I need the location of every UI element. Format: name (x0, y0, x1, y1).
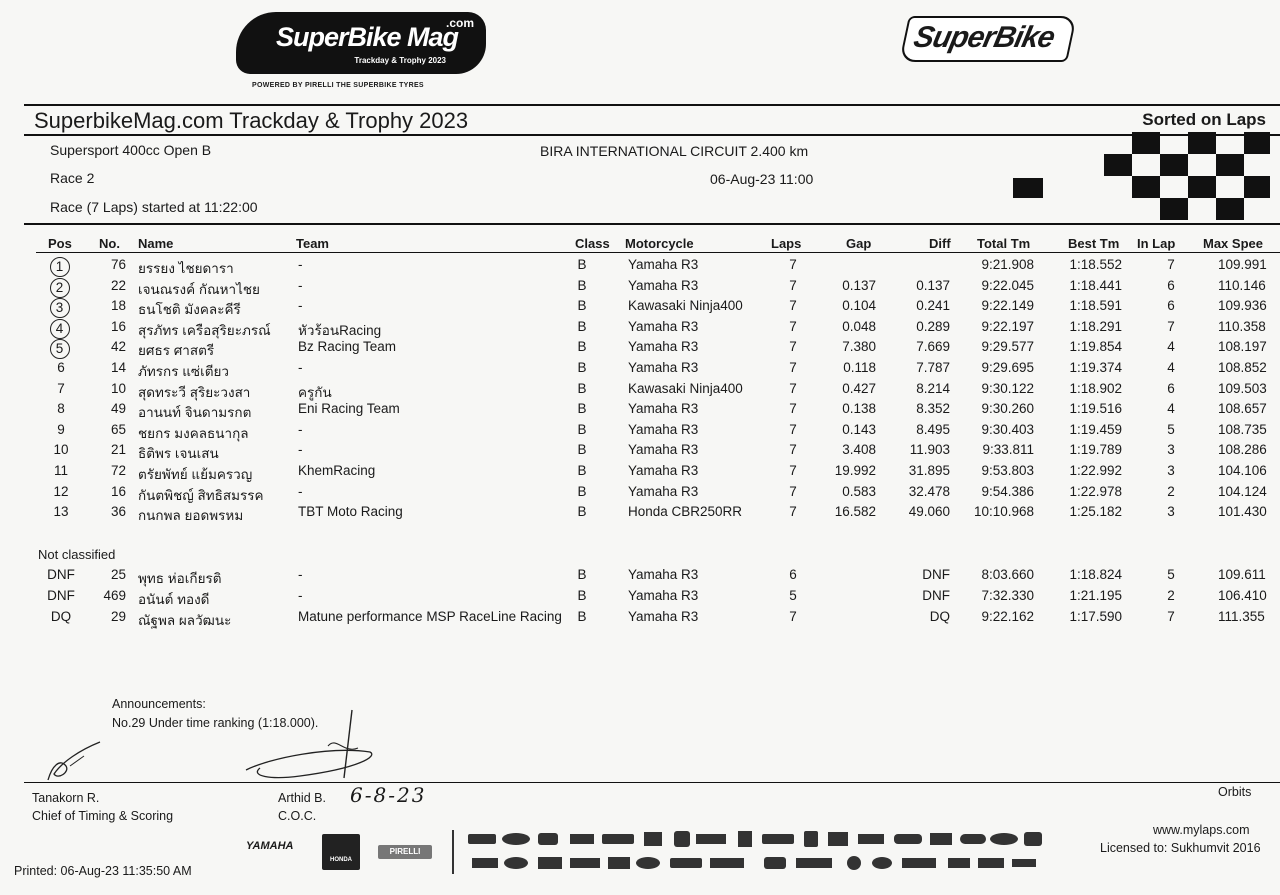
not-classified-label: Not classified (38, 547, 116, 562)
cell-diff: 0.241 (916, 298, 950, 314)
checkered-flag-icon (1104, 132, 1270, 220)
cell-speed: 106.410 (1218, 588, 1267, 603)
cell-no: 14 (110, 360, 126, 375)
cell-class: B (577, 401, 587, 417)
header-top-rule (24, 104, 1280, 106)
sponsor-logos-strip (464, 828, 1054, 874)
table-row (0, 257, 1280, 277)
col-class: Class (575, 236, 610, 251)
orbits-label: Orbits (1218, 785, 1252, 799)
cell-best: 1:18.441 (1069, 277, 1122, 293)
cell-total: 9:22.149 (981, 298, 1034, 314)
cell-inlap: 7 (1167, 257, 1175, 272)
cell-no: 10 (110, 380, 126, 396)
cell-no: 65 (110, 421, 126, 437)
official1-role: Chief of Timing & Scoring (32, 809, 174, 823)
cell-diff: DQ (929, 609, 950, 624)
cell-laps: 6 (789, 567, 797, 582)
superbikemag-logo (236, 12, 486, 74)
cell-moto: Yamaha R3 (628, 339, 699, 355)
cell-gap: 0.137 (842, 277, 876, 293)
cell-total: 9:54.386 (981, 483, 1034, 499)
cell-no: 469 (103, 588, 126, 603)
cell-total: 8:03.660 (981, 567, 1034, 582)
cell-best: 1:19.854 (1069, 339, 1122, 355)
cell-moto: Honda CBR250RR (628, 504, 743, 520)
cell-diff: 32.478 (908, 483, 950, 499)
flag-square (1160, 154, 1188, 176)
cell-class: B (577, 380, 587, 396)
cell-moto: Yamaha R3 (628, 442, 699, 458)
cell-team: - (298, 567, 303, 582)
cell-total: 9:22.162 (981, 609, 1034, 624)
superbike-logo (899, 16, 1077, 62)
cell-best: 1:18.824 (1069, 567, 1122, 582)
cell-speed: 108.286 (1218, 442, 1267, 458)
official1-name: Tanakorn R. (32, 791, 100, 805)
cell-no: 16 (110, 318, 126, 334)
cell-total: 9:22.045 (981, 277, 1034, 293)
cell-speed: 109.611 (1218, 567, 1266, 582)
cell-inlap: 5 (1167, 421, 1175, 437)
cell-name: ภัทรกร แซ่เตียว (138, 364, 229, 379)
cell-inlap: 7 (1167, 318, 1175, 334)
cell-name: ณัฐพล ผลวัฒนะ (138, 613, 232, 628)
cell-laps: 7 (789, 463, 797, 478)
cell-laps: 7 (789, 277, 797, 293)
official2-role: C.O.C. (278, 809, 317, 823)
cell-name: สุรภัทร เครือสุริยะภรณ์ (138, 322, 271, 338)
powered-by-text: POWERED BY PIRELLI THE SUPERBIKE TYRES (252, 82, 424, 89)
cell-pos (46, 298, 76, 318)
cell-no: 42 (110, 339, 126, 355)
cell-speed: 109.991 (1218, 257, 1267, 272)
cell-total: 9:33.811 (982, 442, 1034, 458)
cell-speed: 101.430 (1218, 504, 1267, 520)
cell-class: B (577, 339, 587, 355)
cell-gap: 16.582 (834, 504, 876, 520)
cell-best: 1:18.591 (1069, 298, 1122, 314)
cell-speed: 108.852 (1218, 360, 1267, 375)
footer-rule (24, 782, 1280, 783)
cell-laps: 7 (789, 318, 797, 334)
cell-speed: 104.124 (1218, 483, 1267, 499)
logo-sub-text: Trackday & Trophy 2023 (354, 56, 446, 65)
cell-inlap: 4 (1167, 360, 1175, 375)
cell-best: 1:18.552 (1069, 257, 1122, 272)
table-header-rule (36, 252, 1280, 253)
col-pos: Pos (48, 236, 72, 251)
cell-team: - (298, 421, 303, 437)
cell-class: B (577, 609, 587, 624)
col-motorcycle: Motorcycle (625, 236, 694, 251)
cell-pos: DNF (47, 588, 75, 603)
cell-pos: 13 (53, 504, 69, 520)
table-row (0, 463, 1280, 483)
cell-pos: 11 (53, 463, 68, 478)
cell-team: - (298, 298, 303, 314)
cell-diff: DNF (922, 588, 950, 603)
cell-best: 1:21.195 (1069, 588, 1122, 603)
cell-moto: Yamaha R3 (628, 567, 699, 582)
table-row (0, 567, 1280, 587)
logo-right-brand: SuperBike (910, 21, 1058, 54)
cell-name: พุทธ ห่อเกียรติ (138, 571, 222, 586)
cell-team: ครูกัน (298, 384, 332, 400)
cell-class: B (577, 463, 587, 478)
flag-square (1013, 178, 1043, 198)
table-row (0, 298, 1280, 318)
cell-class: B (577, 298, 587, 314)
header-bottom-rule (24, 223, 1280, 225)
cell-class: B (577, 360, 587, 375)
cell-pos: 12 (53, 483, 69, 499)
announcements-label: Announcements: (112, 697, 206, 711)
cell-no: 16 (110, 483, 126, 499)
cell-laps: 7 (789, 360, 797, 375)
cell-name: ธนโชติ มังคละคีรี (138, 302, 241, 318)
cell-gap: 0.583 (842, 483, 876, 499)
table-row (0, 319, 1280, 339)
flag-square (1188, 132, 1216, 154)
cell-no: 72 (110, 463, 126, 478)
cell-moto: Yamaha R3 (628, 360, 699, 375)
cell-best: 1:22.992 (1069, 463, 1122, 478)
cell-name: กนกพล ยอดพรหม (138, 508, 244, 524)
cell-laps: 7 (789, 339, 797, 355)
cell-laps: 5 (789, 588, 797, 603)
cell-gap: 19.992 (834, 463, 876, 478)
official2-name: Arthid B. (278, 791, 326, 805)
cell-gap: 0.138 (842, 401, 876, 417)
col-best: Best Tm (1068, 236, 1120, 251)
handwritten-date: 6-8-23 (350, 783, 427, 807)
table-row (0, 588, 1280, 608)
cell-diff: 7.787 (916, 360, 950, 375)
cell-gap: 0.427 (842, 380, 876, 396)
cell-no: 49 (110, 401, 126, 417)
cell-name: อานนท์ จินดามรกต (138, 405, 252, 421)
cell-diff: 8.495 (916, 421, 950, 437)
cell-best: 1:19.374 (1069, 360, 1122, 375)
cell-pos (46, 257, 76, 277)
cell-no: 22 (110, 277, 126, 293)
cell-inlap: 4 (1167, 401, 1175, 417)
cell-speed: 109.503 (1218, 380, 1267, 396)
cell-moto: Kawasaki Ninja400 (628, 380, 743, 396)
cell-speed: 108.657 (1218, 401, 1267, 417)
table-row (0, 339, 1280, 359)
cell-name: สุดทระวี สุริยะวงสา (138, 384, 251, 400)
cell-total: 9:29.577 (981, 339, 1034, 355)
cell-name: อนันต์ ทองดี (138, 592, 210, 607)
flag-square (1160, 198, 1188, 220)
flag-square (1104, 154, 1132, 176)
flag-square (1244, 132, 1270, 154)
header-mid-rule (24, 134, 1280, 136)
cell-gap: 0.104 (842, 298, 876, 314)
cell-inlap: 6 (1167, 380, 1175, 396)
cell-speed: 110.358 (1218, 318, 1266, 334)
cell-name: ชยกร มงคลธนากุล (138, 425, 249, 441)
col-gap: Gap (846, 236, 872, 251)
cell-team: หัวร้อนRacing (298, 322, 382, 338)
cell-name: ยรรยง ไชยดารา (138, 261, 234, 276)
flag-square (1188, 176, 1216, 198)
cell-team: Matune performance MSP RaceLine Racing (298, 609, 562, 624)
cell-laps: 7 (789, 401, 797, 417)
cell-laps: 7 (789, 380, 797, 396)
race-start-line: Race (7 Laps) started at 11:22:00 (50, 199, 258, 215)
position-circle: 2 (50, 278, 70, 298)
cell-class: B (577, 588, 587, 603)
cell-name: ยศธร ศาสตรี (138, 343, 215, 359)
cell-speed: 111.355 (1218, 609, 1265, 624)
cell-class: B (577, 442, 587, 458)
cell-no: 18 (110, 298, 126, 314)
cell-class: B (577, 567, 587, 582)
cell-inlap: 2 (1167, 588, 1175, 603)
cell-best: 1:19.516 (1069, 401, 1122, 417)
cell-best: 1:22.978 (1069, 483, 1122, 499)
cell-moto: Yamaha R3 (628, 609, 699, 624)
position-circle: 1 (50, 257, 70, 277)
cell-speed: 109.936 (1218, 298, 1267, 314)
cell-diff: 8.214 (916, 380, 950, 396)
cell-laps: 7 (789, 442, 797, 458)
race-line: Race 2 (50, 170, 95, 186)
cell-gap: 3.408 (842, 442, 876, 458)
flag-square (1216, 198, 1244, 220)
cell-diff: 8.352 (916, 401, 950, 417)
cell-class: B (577, 421, 587, 437)
cell-best: 1:19.459 (1069, 421, 1122, 437)
printed-timestamp: Printed: 06-Aug-23 11:35:50 AM (14, 864, 192, 878)
cell-best: 1:19.789 (1069, 442, 1122, 458)
col-diff: Diff (929, 236, 951, 251)
position-circle: 3 (50, 298, 70, 318)
cell-pos: 6 (57, 360, 65, 375)
class-line: Supersport 400cc Open B (50, 142, 212, 158)
cell-moto: Kawasaki Ninja400 (628, 298, 743, 314)
cell-best: 1:18.291 (1069, 318, 1122, 334)
cell-no: 25 (110, 567, 126, 582)
cell-team: KhemRacing (298, 463, 376, 478)
page-title: SuperbikeMag.com Trackday & Trophy 2023 (34, 108, 469, 133)
col-no: No. (99, 236, 120, 251)
cell-inlap: 2 (1167, 483, 1175, 499)
signature-arthid (240, 706, 390, 786)
cell-pos (46, 319, 76, 339)
cell-team: TBT Moto Racing (298, 504, 403, 520)
cell-name: ธิติพร เจนเสน (138, 446, 219, 462)
cell-moto: Yamaha R3 (628, 277, 699, 293)
cell-team: Eni Racing Team (298, 401, 400, 417)
cell-total: 9:29.695 (981, 360, 1034, 375)
cell-no: 76 (110, 257, 126, 272)
cell-best: 1:17.590 (1069, 609, 1122, 624)
cell-gap: 7.380 (842, 339, 876, 355)
announcements-text: No.29 Under time ranking (1:18.000). (112, 716, 319, 730)
cell-total: 9:30.403 (981, 421, 1034, 437)
cell-laps: 7 (789, 483, 797, 499)
cell-pos: 8 (57, 401, 65, 417)
cell-team: - (298, 483, 303, 499)
cell-diff: 7.669 (916, 339, 950, 355)
cell-no: 29 (110, 609, 126, 624)
cell-pos: DNF (47, 567, 75, 582)
cell-laps: 7 (789, 421, 797, 437)
cell-laps: 7 (789, 504, 797, 520)
cell-team: - (298, 277, 303, 293)
table-row (0, 381, 1280, 401)
cell-name: กันตพิชญ์ สิทธิสมรรค (138, 487, 264, 503)
cell-moto: Yamaha R3 (628, 588, 699, 603)
table-row (0, 442, 1280, 462)
cell-inlap: 3 (1167, 504, 1175, 520)
cell-team: - (298, 588, 303, 603)
cell-inlap: 7 (1167, 609, 1175, 624)
flag-square (1216, 154, 1244, 176)
flag-square (1132, 132, 1160, 154)
cell-pos (46, 278, 76, 298)
cell-no: 36 (110, 504, 126, 520)
col-team: Team (296, 236, 329, 251)
cell-best: 1:18.902 (1069, 380, 1122, 396)
flag-square (1244, 176, 1270, 198)
cell-class: B (577, 277, 587, 293)
col-inlap: In Lap (1137, 236, 1176, 251)
cell-inlap: 3 (1167, 442, 1175, 458)
cell-moto: Yamaha R3 (628, 463, 699, 478)
cell-inlap: 4 (1167, 339, 1175, 355)
sort-label: Sorted on Laps (1142, 110, 1266, 129)
cell-total: 7:32.330 (981, 588, 1034, 603)
cell-moto: Yamaha R3 (628, 421, 699, 437)
cell-class: B (577, 318, 587, 334)
cell-class: B (577, 257, 587, 272)
table-row (0, 360, 1280, 380)
cell-moto: Yamaha R3 (628, 483, 699, 499)
cell-diff: 0.137 (916, 277, 950, 293)
table-row (0, 484, 1280, 504)
cell-speed: 110.146 (1218, 277, 1266, 293)
col-name: Name (138, 236, 174, 251)
cell-total: 9:22.197 (981, 318, 1034, 334)
cell-inlap: 3 (1167, 463, 1175, 478)
col-laps: Laps (771, 236, 802, 251)
cell-diff: 11.903 (909, 442, 950, 458)
cell-best: 1:25.182 (1069, 504, 1122, 520)
cell-diff: DNF (922, 567, 950, 582)
position-circle: 4 (50, 319, 70, 339)
cell-total: 9:21.908 (981, 257, 1034, 272)
cell-name: ตรัยพัทย์ แย้มครวญ (138, 467, 253, 482)
cell-total: 9:30.260 (981, 401, 1034, 417)
cell-inlap: 5 (1167, 567, 1175, 582)
table-row (0, 609, 1280, 629)
race-datetime: 06-Aug-23 11:00 (710, 171, 814, 187)
cell-no: 21 (110, 442, 126, 458)
cell-inlap: 6 (1167, 277, 1175, 293)
cell-total: 9:30.122 (981, 380, 1034, 396)
cell-team: - (298, 257, 303, 272)
signature-tanakorn (40, 736, 110, 784)
cell-speed: 108.197 (1218, 339, 1267, 355)
website-text: www.mylaps.com (1153, 823, 1250, 837)
circuit-line: BIRA INTERNATIONAL CIRCUIT 2.400 km (540, 143, 809, 159)
cell-total: 9:53.803 (981, 463, 1034, 478)
table-row (0, 504, 1280, 524)
cell-gap: 0.048 (842, 318, 876, 334)
flag-square (1132, 176, 1160, 198)
pirelli-logo: PIRELLI (378, 845, 432, 859)
table-row (0, 278, 1280, 298)
position-circle: 5 (50, 339, 70, 359)
cell-class: B (577, 483, 587, 499)
logo-brand-text: SuperBike Mag (276, 22, 459, 52)
cell-gap: 0.143 (842, 421, 876, 437)
logo-com-text: .com (445, 16, 474, 30)
cell-team: Bz Racing Team (298, 339, 397, 355)
cell-diff: 0.289 (916, 318, 950, 334)
license-text: Licensed to: Sukhumvit 2016 (1100, 841, 1261, 855)
cell-speed: 104.106 (1218, 463, 1267, 478)
cell-pos: 7 (57, 380, 65, 396)
cell-laps: 7 (789, 609, 797, 624)
cell-pos: 9 (57, 421, 65, 437)
cell-total: 10:10.968 (973, 504, 1034, 520)
col-maxspeed: Max Spee (1203, 236, 1263, 251)
cell-diff: 49.060 (908, 504, 950, 520)
cell-moto: Yamaha R3 (628, 318, 699, 334)
col-total: Total Tm (977, 236, 1031, 251)
cell-moto: Yamaha R3 (628, 257, 699, 272)
cell-team: - (298, 442, 303, 458)
cell-laps: 7 (789, 298, 797, 314)
cell-gap: 0.118 (843, 360, 876, 375)
cell-team: - (298, 360, 303, 375)
cell-laps: 7 (789, 257, 797, 272)
yamaha-logo: YAMAHA (246, 840, 294, 852)
table-row (0, 422, 1280, 442)
cell-pos (46, 339, 76, 359)
cell-pos: 10 (53, 442, 69, 458)
cell-speed: 108.735 (1218, 421, 1267, 437)
cell-diff: 31.895 (908, 463, 950, 478)
honda-logo: HONDA (322, 834, 360, 870)
cell-moto: Yamaha R3 (628, 401, 699, 417)
sponsor-divider (452, 830, 454, 874)
cell-class: B (577, 504, 587, 520)
cell-inlap: 6 (1167, 298, 1175, 314)
table-row (0, 401, 1280, 421)
cell-pos: DQ (50, 609, 72, 624)
cell-name: เจนณรงค์ กัณหาไชย (138, 281, 260, 297)
